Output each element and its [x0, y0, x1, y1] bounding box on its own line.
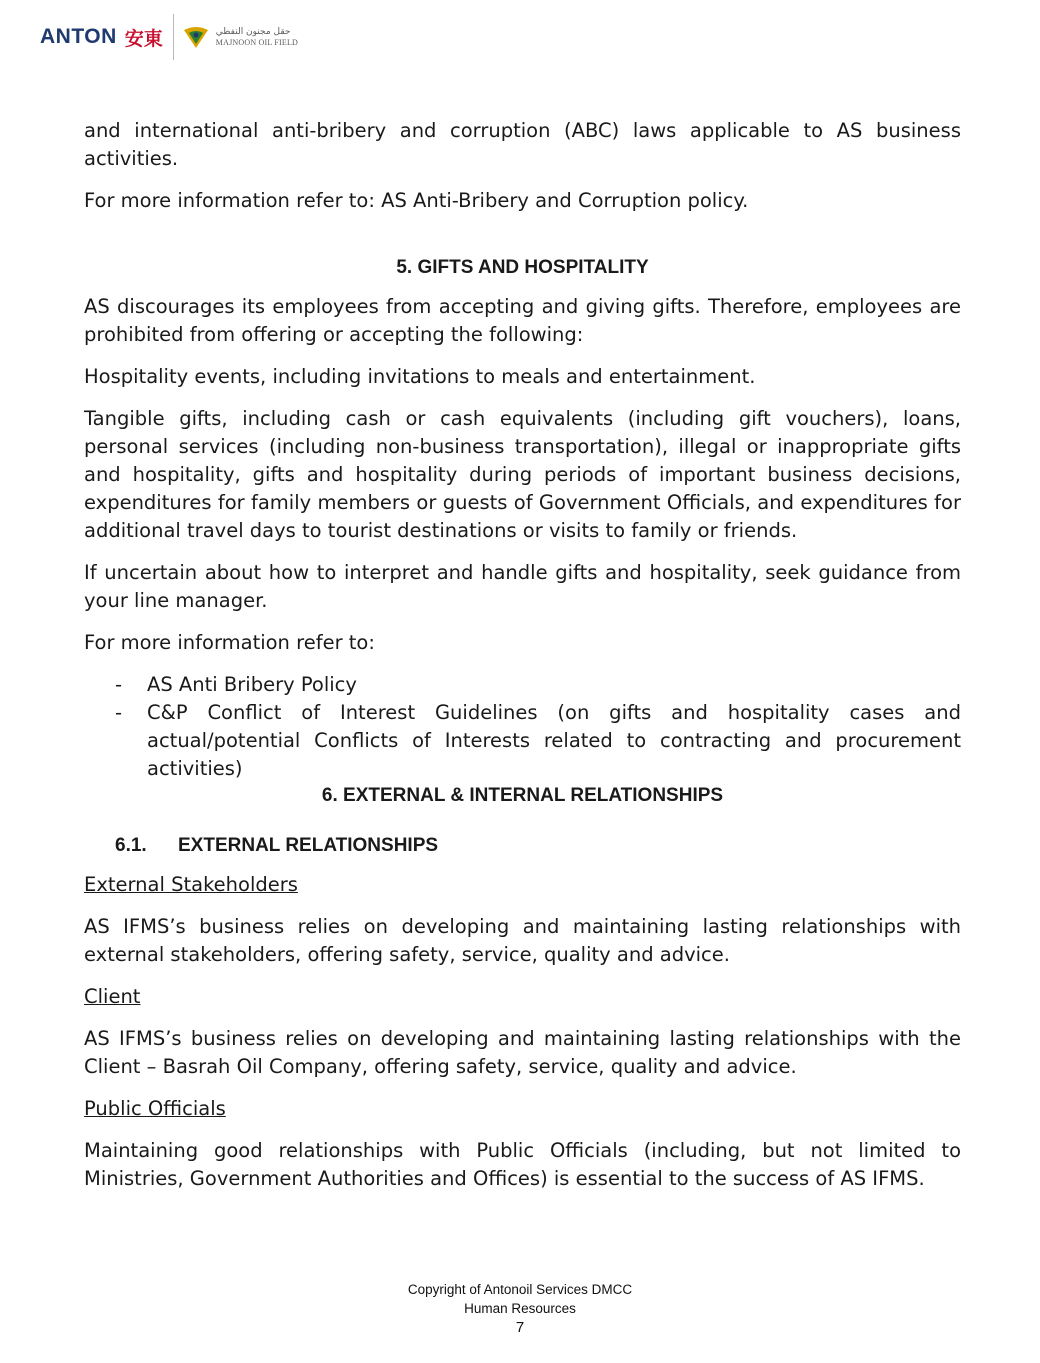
list-item: - C&P Conflict of Interest Guidelines (on gifts and hospitality cases and actual/potential Conflicts of Interests related to contracting and procurement activities): [84, 699, 961, 783]
paragraph-more-info: For more information refer to:: [84, 631, 375, 654]
header-divider: [173, 14, 174, 60]
paragraph-public-officials: Maintaining good relationships with Public Officials (including, but not limited to Ministries, Government Authorities and Offices) is essential to the success of AS IFMS.: [84, 1139, 961, 1190]
title-client: Client: [84, 985, 141, 1008]
majnoon-arabic-name: حقل مجنون النفطي: [215, 26, 291, 37]
paragraph-client: AS IFMS’s business relies on developing and maintaining lasting relationships with the Client – Basrah Oil Company, offering safety, service, quality and advice.: [84, 1027, 961, 1078]
majnoon-logo: [182, 24, 298, 50]
paragraph-abc-reference: For more information refer to: AS Anti-Bribery and Corruption policy.: [84, 189, 749, 212]
paragraph-uncertain-guidance: If uncertain about how to interpret and handle gifts and hospitality, seek guidance from your line manager.: [84, 561, 961, 612]
majnoon-emblem-icon: [182, 24, 210, 50]
subsection-heading-external: [84, 835, 961, 857]
page-number: 7: [515, 1319, 525, 1336]
title-external-stakeholders: External Stakeholders: [84, 873, 298, 896]
paragraph-external-stakeholders: AS IFMS’s business relies on developing and maintaining lasting relationships with external stakeholders, offering safety, service, quality and advice.: [84, 915, 961, 966]
subsection-title: EXTERNAL RELATIONSHIPS: [178, 835, 439, 856]
list-item: - AS Anti Bribery Policy: [84, 671, 961, 699]
page-footer: [0, 1280, 1040, 1337]
paragraph-hospitality-events: Hospitality events, including invitations to meals and entertainment.: [84, 365, 756, 388]
anton-logo-chinese: 安東: [124, 27, 163, 50]
paragraph-gifts-intro: AS discourages its employees from accepting and giving gifts. Therefore, employees are prohibited from offering or accepting the following:: [84, 295, 961, 346]
paragraph-abc-laws: and international anti-bribery and corruption (ABC) laws applicable to AS business activities.: [84, 119, 961, 170]
anton-logo-text: ANTON: [40, 25, 117, 48]
reference-list: [84, 671, 961, 783]
title-public-officials: Public Officials: [84, 1097, 226, 1120]
footer-copyright: Copyright of Antonoil Services DMCC: [407, 1282, 633, 1297]
page-header: [40, 12, 298, 62]
section-heading-relationships: 6. EXTERNAL & INTERNAL RELATIONSHIPS: [321, 785, 724, 806]
majnoon-english-name: MAJNOON OIL FIELD: [215, 37, 299, 47]
paragraph-tangible-gifts: Tangible gifts, including cash or cash equivalents (including gift vouchers), loans, personal services (including non-business transportation), illegal or inappropriate gifts and hospitality, gifts and hospitality during periods of important business decisions, expenditures for family members or guests of Government Officials, and expenditures for additional travel days to tourist destinations or visits to family or friends.: [84, 407, 961, 542]
subsection-number: 6.1.: [115, 835, 147, 856]
section-heading-gifts: 5. GIFTS AND HOSPITALITY: [396, 257, 649, 278]
document-body: [84, 117, 961, 1193]
footer-department: Human Resources: [464, 1301, 576, 1316]
